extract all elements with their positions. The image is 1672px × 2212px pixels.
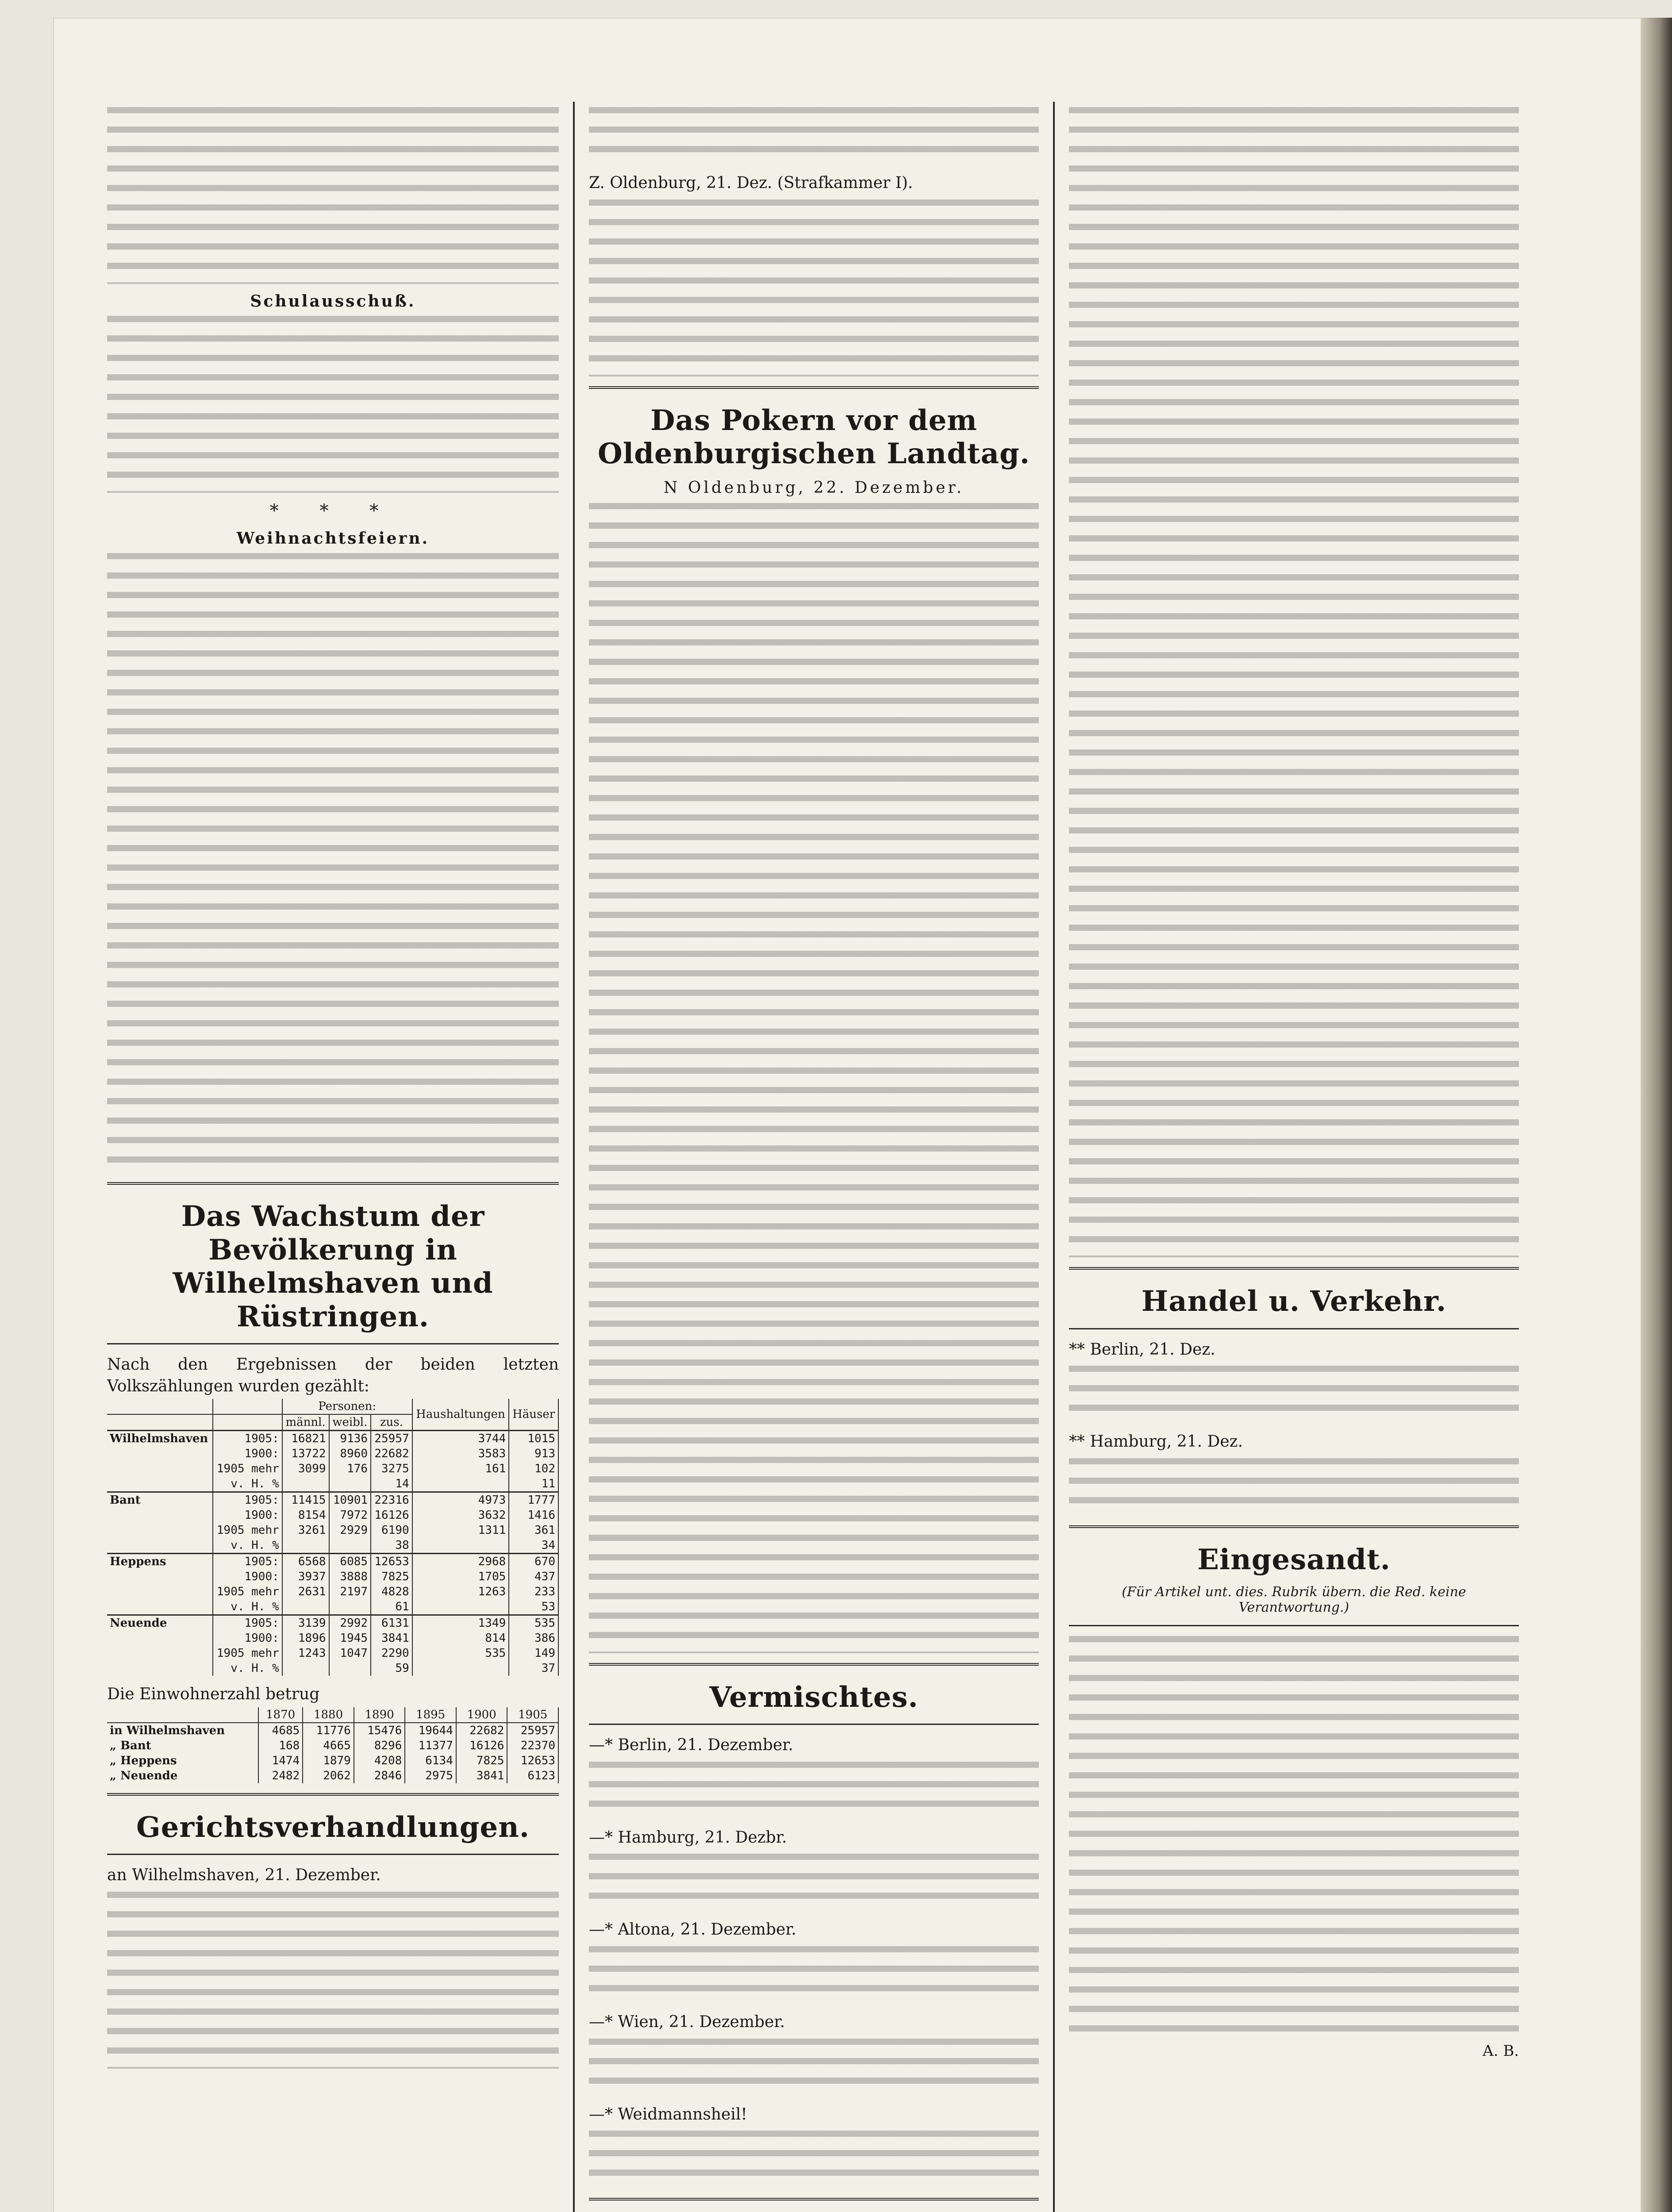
table-cell-place <box>107 1569 213 1584</box>
table-cell: 168 <box>258 1738 303 1753</box>
table-row <box>107 1538 558 1554</box>
table-cell: 9136 <box>329 1431 371 1447</box>
table-cell <box>412 1538 509 1554</box>
table-row <box>107 1631 558 1646</box>
table-cell: 4685 <box>258 1723 303 1738</box>
table-cell-place <box>107 1461 213 1476</box>
table-row <box>107 1508 558 1523</box>
table-cell: 3841 <box>456 1768 507 1783</box>
table-cell: 1905 mehr <box>213 1523 282 1538</box>
table-cell: 7972 <box>329 1508 371 1523</box>
column-right <box>1053 102 1533 2212</box>
heading-poker: Das Pokern vor dem Oldenburgischen Landtag. <box>598 403 1030 471</box>
table-row <box>107 1615 558 1631</box>
table-cell: 16126 <box>371 1508 412 1523</box>
table-head-place <box>107 1399 213 1414</box>
table-cell: 14 <box>371 1476 412 1492</box>
table-head-haushaltungen: Haushaltungen <box>412 1399 509 1431</box>
table-cell <box>329 1661 371 1676</box>
table-cell <box>282 1538 329 1554</box>
article-text <box>589 1946 1039 2004</box>
table-cell: 7825 <box>371 1569 412 1584</box>
table-cell: 6568 <box>282 1554 329 1570</box>
article-text <box>107 1892 559 2069</box>
section-rule <box>107 1854 559 1855</box>
table-cell-place: „ Heppens <box>107 1753 258 1768</box>
table-cell: 1905 mehr <box>213 1646 282 1661</box>
table-head-maennl: männl. <box>282 1414 329 1431</box>
heading-weihnachtsfeiern: Weihnachtsfeiern. <box>236 529 430 548</box>
table-row <box>107 1584 558 1599</box>
table-cell: 10901 <box>329 1492 371 1508</box>
section-rule <box>589 2198 1039 2200</box>
table-cell: 1905 mehr <box>213 1584 282 1599</box>
table-cell <box>412 1476 509 1492</box>
separator-stars: * * * <box>269 501 396 521</box>
table-cell: 6123 <box>507 1768 558 1783</box>
table-row <box>107 1753 558 1768</box>
section-rule <box>107 1182 559 1185</box>
table-cell: v. H. % <box>213 1599 282 1615</box>
table-cell: 3841 <box>371 1631 412 1646</box>
table-cell: 2975 <box>405 1768 456 1783</box>
table-cell: 37 <box>509 1661 558 1676</box>
table-cell: 6085 <box>329 1554 371 1570</box>
table-cell: 1900: <box>213 1508 282 1523</box>
table-cell <box>329 1476 371 1492</box>
table-cell: 2482 <box>258 1768 303 1783</box>
year-header: 1870 <box>258 1707 303 1723</box>
table-cell: 176 <box>329 1461 371 1476</box>
article-text <box>1069 1458 1519 1516</box>
article-text <box>1069 1366 1519 1423</box>
table-cell: 53 <box>509 1599 558 1615</box>
table-cell-place <box>107 1646 213 1661</box>
year-header: 1890 <box>354 1707 405 1723</box>
dateline-berlin: —* Berlin, 21. Dezember. <box>589 1736 793 1755</box>
article-text <box>107 316 559 493</box>
table-cell-place <box>107 1631 213 1646</box>
table-cell-place <box>107 1584 213 1599</box>
column-middle <box>573 102 1053 2212</box>
table-cell: 16126 <box>456 1738 507 1753</box>
year-header: 1880 <box>303 1707 354 1723</box>
table-cell: 19644 <box>405 1723 456 1738</box>
section-rule <box>1069 1525 1519 1528</box>
table-cell <box>329 1599 371 1615</box>
table-cell: 3261 <box>282 1523 329 1538</box>
dateline-poker: N Oldenburg, 22. Dezember. <box>663 478 965 497</box>
table-cell: 814 <box>412 1631 509 1646</box>
table-cell: 4208 <box>354 1753 405 1768</box>
table-cell: 12653 <box>371 1554 412 1570</box>
table-head-zus: zus. <box>371 1414 412 1431</box>
table-cell: 1474 <box>258 1753 303 1768</box>
heading-vermischtes: Vermischtes. <box>709 1680 919 1714</box>
columns <box>93 102 1566 2212</box>
table-cell: 1047 <box>329 1646 371 1661</box>
table-cell: 25957 <box>371 1431 412 1447</box>
table-row <box>107 1599 558 1615</box>
table-cell-place: Wilhelmshaven <box>107 1431 213 1447</box>
table-cell: 3937 <box>282 1569 329 1584</box>
table-cell: 386 <box>509 1631 558 1646</box>
dateline-gericht: an Wilhelmshaven, 21. Dezember. <box>107 1866 381 1885</box>
table-cell: 535 <box>412 1646 509 1661</box>
table-cell: 25957 <box>507 1723 558 1738</box>
table-cell <box>412 1599 509 1615</box>
table-cell-place <box>107 1446 213 1461</box>
dateline-altona: —* Altona, 21. Dezember. <box>589 1920 796 1939</box>
table-cell: 2062 <box>303 1768 354 1783</box>
table-cell: 7825 <box>456 1753 507 1768</box>
table-cell: 2929 <box>329 1523 371 1538</box>
table-cell: 1900: <box>213 1569 282 1584</box>
table-cell: 2197 <box>329 1584 371 1599</box>
table-head-weibl: weibl. <box>329 1414 371 1431</box>
article-text <box>107 107 559 284</box>
table-cell: 3139 <box>282 1615 329 1631</box>
table-cell: 6131 <box>371 1615 412 1631</box>
table-cell: v. H. % <box>213 1476 282 1492</box>
einwohner-table <box>107 1707 559 1783</box>
table-cell: 2846 <box>354 1768 405 1783</box>
article-text <box>589 503 1039 1653</box>
table-cell: 13722 <box>282 1446 329 1461</box>
table-cell: 1900: <box>213 1631 282 1646</box>
section-label-schulausschuss: Schulausschuß. <box>250 292 416 311</box>
article-text <box>1069 107 1519 1257</box>
table-cell: 1349 <box>412 1615 509 1631</box>
table-cell: 22370 <box>507 1738 558 1753</box>
section-rule <box>1069 1267 1519 1270</box>
einwohner-title: Die Einwohnerzahl betrug <box>107 1685 320 1704</box>
section-rule <box>1069 1625 1519 1626</box>
section-rule <box>107 1343 559 1344</box>
table-cell <box>282 1661 329 1676</box>
table-cell: 11 <box>509 1476 558 1492</box>
table-cell: 1243 <box>282 1646 329 1661</box>
table-cell: 22682 <box>456 1723 507 1738</box>
signature: A. B. <box>1483 2042 1519 2060</box>
table-cell: 3275 <box>371 1461 412 1476</box>
heading-wachstum: Das Wachstum der Bevölkerung in Wilhelmshaven und Rüstringen. <box>173 1200 493 1333</box>
year-header: 1895 <box>405 1707 456 1723</box>
table-cell: 61 <box>371 1599 412 1615</box>
table-row <box>107 1431 558 1447</box>
table-cell: 1879 <box>303 1753 354 1768</box>
table-cell: 1015 <box>509 1431 558 1447</box>
population-table <box>107 1399 559 1676</box>
table-cell <box>282 1476 329 1492</box>
table-cell-place <box>107 1538 213 1554</box>
table-cell: 437 <box>509 1569 558 1584</box>
table-row <box>107 1446 558 1461</box>
table-head-haeuser: Häuser <box>509 1399 558 1431</box>
table-cell: 22682 <box>371 1446 412 1461</box>
table-row <box>107 1554 558 1570</box>
table-row <box>107 1738 558 1753</box>
table-cell: 1705 <box>412 1569 509 1584</box>
table-cell: 233 <box>509 1584 558 1599</box>
table-row <box>107 1476 558 1492</box>
article-text <box>1069 1636 1519 2034</box>
table-cell: 2992 <box>329 1615 371 1631</box>
table-cell-place: „ Neuende <box>107 1768 258 1783</box>
table-cell: 3744 <box>412 1431 509 1447</box>
table-intro: Nach den Ergebnissen der beiden letzten Volkszählungen wurden gezählt: <box>107 1356 559 1395</box>
table-cell: 34 <box>509 1538 558 1554</box>
year-header: 1905 <box>507 1707 558 1723</box>
table-cell: 6134 <box>405 1753 456 1768</box>
table-cell: 1905: <box>213 1492 282 1508</box>
table-cell: v. H. % <box>213 1538 282 1554</box>
table-cell: 16821 <box>282 1431 329 1447</box>
table-cell: 2968 <box>412 1554 509 1570</box>
dateline-weidmannsheil: —* Weidmannsheil! <box>589 2105 747 2124</box>
table-cell: 1263 <box>412 1584 509 1599</box>
heading-gericht: Gerichtsverhandlungen. <box>136 1810 530 1844</box>
table-cell: 11377 <box>405 1738 456 1753</box>
section-rule <box>589 386 1039 389</box>
table-cell: 3888 <box>329 1569 371 1584</box>
table-cell: 161 <box>412 1461 509 1476</box>
table-cell: 8960 <box>329 1446 371 1461</box>
section-rule <box>589 1663 1039 1666</box>
table-cell: 1905: <box>213 1431 282 1447</box>
table-row <box>107 1523 558 1538</box>
table-cell-place: in Wilhelmshaven <box>107 1723 258 1738</box>
table-cell: 1311 <box>412 1523 509 1538</box>
heading-eingesandt: Eingesandt. <box>1197 1543 1391 1576</box>
heading-handel: Handel u. Verkehr. <box>1141 1285 1447 1318</box>
article-text <box>589 2039 1039 2096</box>
table-cell-place: Bant <box>107 1492 213 1508</box>
table-head-personen: Personen: <box>282 1399 412 1414</box>
table-row <box>107 1646 558 1661</box>
dateline-wien: —* Wien, 21. Dezember. <box>589 2012 785 2031</box>
binding-edge <box>1641 18 1672 2212</box>
article-text <box>589 1854 1039 1911</box>
table-row <box>107 1492 558 1508</box>
table-cell: 22316 <box>371 1492 412 1508</box>
table-cell: 3583 <box>412 1446 509 1461</box>
table-cell: 38 <box>371 1538 412 1554</box>
table-row <box>107 1768 558 1783</box>
table-cell: 1905: <box>213 1615 282 1631</box>
dateline-oldenburg: Z. Oldenburg, 21. Dez. (Strafkammer I). <box>589 174 913 192</box>
table-cell: 1945 <box>329 1631 371 1646</box>
table-cell: 535 <box>509 1615 558 1631</box>
table-cell: 8154 <box>282 1508 329 1523</box>
table-cell: v. H. % <box>213 1661 282 1676</box>
population-table-body <box>107 1431 558 1676</box>
table-row <box>107 1661 558 1676</box>
table-cell: 59 <box>371 1661 412 1676</box>
table-cell: 913 <box>509 1446 558 1461</box>
article-text <box>589 200 1039 376</box>
table-cell-place: Neuende <box>107 1615 213 1631</box>
table-cell: 1777 <box>509 1492 558 1508</box>
table-cell: 102 <box>509 1461 558 1476</box>
table-cell-place <box>107 1599 213 1615</box>
table-cell <box>329 1538 371 1554</box>
table-cell-place: Heppens <box>107 1554 213 1570</box>
article-text <box>107 553 559 1172</box>
table-cell: 3099 <box>282 1461 329 1476</box>
section-rule <box>589 1724 1039 1725</box>
table-row <box>107 1569 558 1584</box>
table-cell: 3632 <box>412 1508 509 1523</box>
table-cell: 11415 <box>282 1492 329 1508</box>
table-cell <box>412 1661 509 1676</box>
section-rule <box>1069 1328 1519 1329</box>
table-cell: 12653 <box>507 1753 558 1768</box>
table-cell: 11776 <box>303 1723 354 1738</box>
table-cell: 15476 <box>354 1723 405 1738</box>
table-cell: 1416 <box>509 1508 558 1523</box>
eingesandt-note: (Für Artikel unt. dies. Rubrik übern. die Red. keine Verantwortung.) <box>1122 1584 1466 1616</box>
table-cell: 149 <box>509 1646 558 1661</box>
table-cell: 361 <box>509 1523 558 1538</box>
table-cell: 2290 <box>371 1646 412 1661</box>
table-cell: 1905: <box>213 1554 282 1570</box>
table-row <box>107 1461 558 1476</box>
table-cell: 1900: <box>213 1446 282 1461</box>
article-text <box>589 1762 1039 1819</box>
article-text <box>589 2131 1039 2188</box>
table-cell: 4973 <box>412 1492 509 1508</box>
table-cell-place <box>107 1476 213 1492</box>
table-cell: 6190 <box>371 1523 412 1538</box>
table-cell: 4828 <box>371 1584 412 1599</box>
table-row <box>107 1723 558 1738</box>
year-header: 1900 <box>456 1707 507 1723</box>
dateline-hamburg: ** Hamburg, 21. Dez. <box>1069 1432 1243 1451</box>
dateline-hamburg: —* Hamburg, 21. Dezbr. <box>589 1828 787 1847</box>
table-cell-place <box>107 1661 213 1676</box>
table-cell: 1896 <box>282 1631 329 1646</box>
table-cell: 1905 mehr <box>213 1461 282 1476</box>
table-cell <box>282 1599 329 1615</box>
table-cell: 8296 <box>354 1738 405 1753</box>
dateline-berlin: ** Berlin, 21. Dez. <box>1069 1340 1215 1359</box>
table-head-label <box>213 1399 282 1414</box>
table-cell-place: „ Bant <box>107 1738 258 1753</box>
section-rule <box>107 1793 559 1796</box>
column-left <box>93 102 573 2212</box>
article-text <box>589 107 1039 165</box>
table-cell: 670 <box>509 1554 558 1570</box>
table-cell: 2631 <box>282 1584 329 1599</box>
table-cell-place <box>107 1523 213 1538</box>
table-cell: 4665 <box>303 1738 354 1753</box>
table-cell-place <box>107 1508 213 1523</box>
